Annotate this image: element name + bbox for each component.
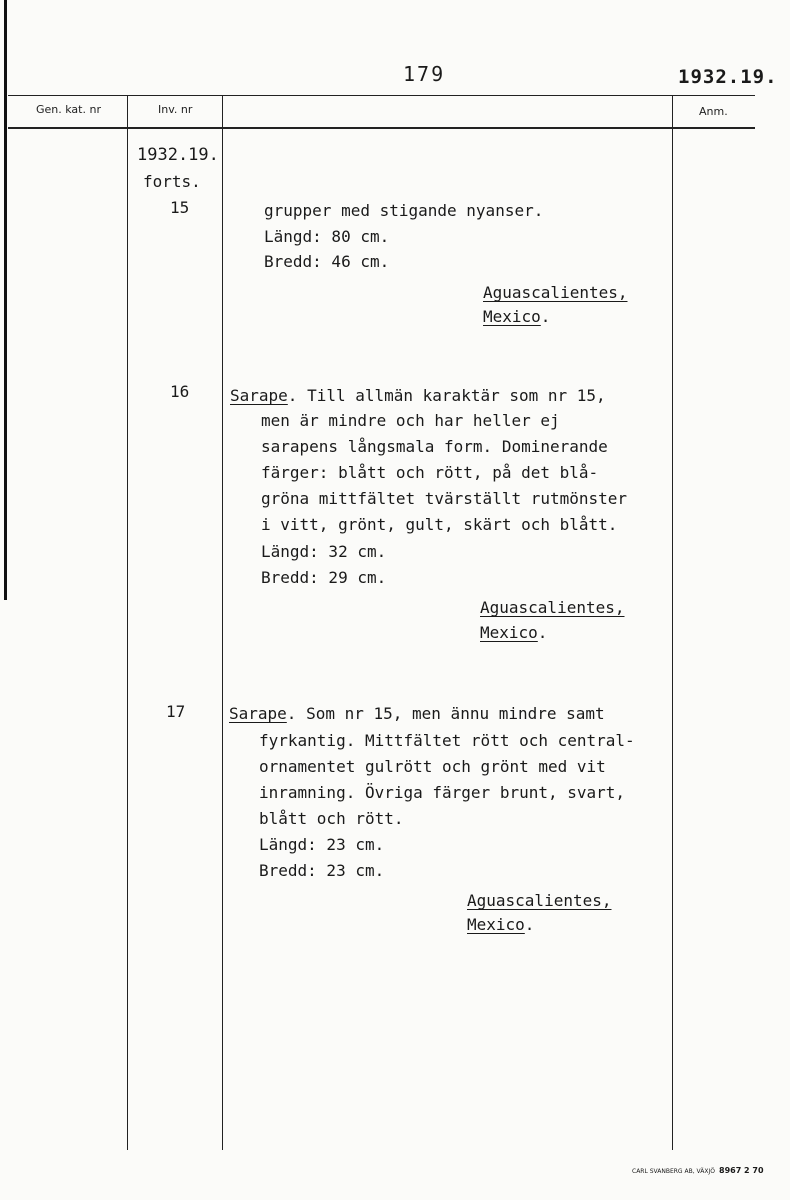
- column-header-gen: Gen. kat. nr: [36, 103, 101, 116]
- entry-first-rest: . Till allmän karaktär som nr 15,: [287, 386, 606, 405]
- entry-line: färger: blått och rött, på det blå-: [261, 463, 599, 482]
- entry-place: Aguascalientes,: [467, 891, 612, 910]
- entry-country-name: Mexico: [480, 623, 538, 642]
- column-rule-gen: [127, 95, 128, 1150]
- entry-country-end: .: [537, 623, 548, 642]
- entry-number: 16: [170, 382, 190, 401]
- entry-country-name: Mexico: [483, 307, 541, 326]
- entry-first-line: [229, 704, 605, 723]
- column-rule-inv: [222, 95, 223, 1150]
- entry-place: Aguascalientes,: [480, 598, 625, 617]
- entry-country: [480, 623, 547, 642]
- intro-forts: forts.: [143, 172, 201, 191]
- entry-line: grupper med stigande nyanser.: [264, 201, 544, 220]
- column-header-anm: Anm.: [699, 105, 728, 118]
- entry-line: Bredd: 29 cm.: [261, 568, 387, 587]
- header-accession: 1932.19.: [678, 66, 778, 88]
- intro-accession: 1932.19.: [137, 145, 219, 165]
- entry-line: i vitt, grönt, gult, skärt och blått.: [261, 515, 618, 534]
- footer-code: 8967 2 70: [719, 1166, 764, 1175]
- entry-line: Längd: 80 cm.: [264, 227, 390, 246]
- entry-number: 17: [166, 702, 186, 721]
- entry-line: inramning. Övriga färger brunt, svart,: [259, 783, 626, 802]
- header-top-rule: [8, 95, 755, 96]
- entry-line: Bredd: 23 cm.: [259, 861, 385, 880]
- left-margin-bar: [4, 0, 7, 600]
- entry-line: Bredd: 46 cm.: [264, 252, 390, 271]
- entry-line: gröna mittfältet tvärställt rutmönster: [261, 489, 628, 508]
- header-bottom-rule: [8, 127, 755, 129]
- column-rule-anm: [672, 95, 673, 1150]
- entry-line: blått och rött.: [259, 809, 404, 828]
- entry-line: Längd: 23 cm.: [259, 835, 385, 854]
- entry-country-end: .: [540, 307, 551, 326]
- entry-line: fyrkantig. Mittfältet rött och central-: [259, 731, 635, 750]
- entry-line: Längd: 32 cm.: [261, 542, 387, 561]
- page-number: 179: [403, 62, 446, 86]
- entry-first-rest: . Som nr 15, men ännu mindre samt: [286, 704, 605, 723]
- entry-line: ornamentet gulrött och grönt med vit: [259, 757, 606, 776]
- footer-printer: CARL SVANBERG AB, VÄXJÖ: [632, 1168, 715, 1175]
- entry-line: men är mindre och har heller ej: [261, 411, 560, 430]
- column-header-inv: Inv. nr: [158, 103, 193, 116]
- entry-country-end: .: [524, 915, 535, 934]
- entry-place: Aguascalientes,: [483, 283, 628, 302]
- entry-line: sarapens långsmala form. Dominerande: [261, 437, 608, 456]
- entry-country-name: Mexico: [467, 915, 525, 934]
- entry-country: [467, 915, 534, 934]
- entry-title: Sarape: [229, 704, 287, 723]
- entry-country: [483, 307, 550, 326]
- entry-first-line: [230, 386, 606, 405]
- entry-title: Sarape: [230, 386, 288, 405]
- entry-number: 15: [170, 198, 190, 217]
